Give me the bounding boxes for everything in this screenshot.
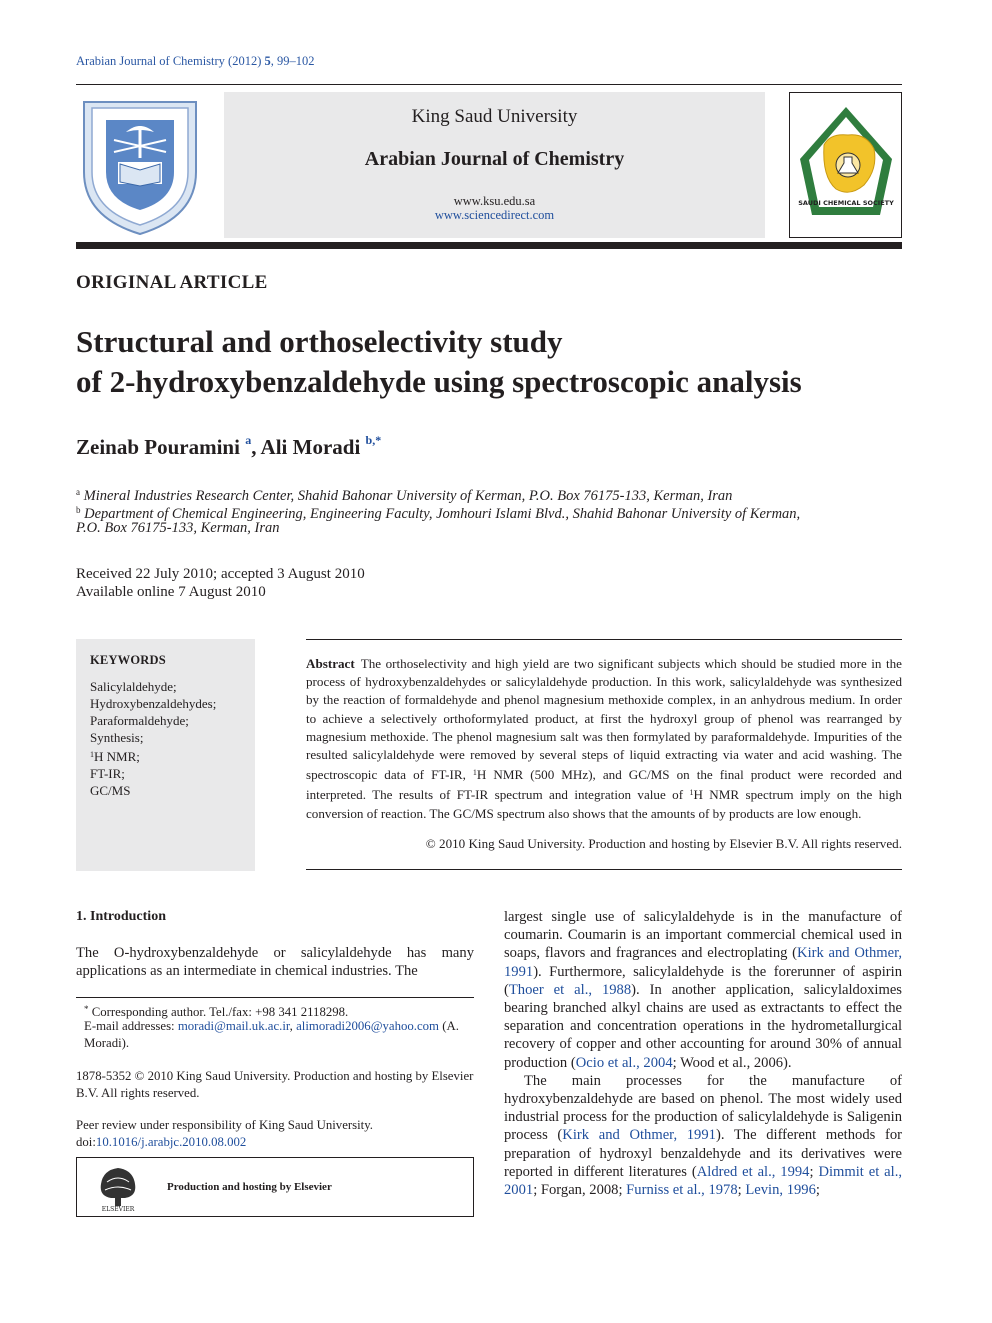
journal-citation[interactable] [76, 54, 315, 69]
ksu-url: www.ksu.edu.sa [453, 194, 536, 208]
abstract-text-3: H NMR spectrum imply on the high conversion of reaction. The GC/MS spectrum also shows that the amounts of by products are low enough. [306, 787, 902, 821]
email-label: E-mail addresses: [84, 1019, 178, 1033]
title-line-2: of 2-hydroxybenzaldehyde using spectroscopic analysis [76, 364, 802, 399]
ref-thoer-1988[interactable]: Thoer et al., 1988 [508, 981, 632, 998]
title-line-1: Structural and orthoselectivity study [76, 324, 563, 359]
ref-ocio-2004[interactable]: Ocio et al., 2004 [575, 1054, 673, 1071]
issn-note: 1878-5352 © 2010 King Saud University. Production and hosting by Elsevier B.V. All rights reserved. [76, 1069, 474, 1100]
elsevier-box [76, 1157, 474, 1217]
affil-b-text-2: P.O. Box 76175-133, Kerman, Iran [76, 520, 280, 536]
doi-label: doi: [76, 1135, 96, 1149]
footnote-rule [76, 997, 474, 998]
author-1: Zeinab Pouramini [76, 435, 240, 459]
article-dates [76, 565, 365, 601]
p1-text-a: largest single use of salicylaldehyde is in the manufacture of coumarin. Coumarin is an important commercial chemical used in soaps, flavors and fragrances and electroplating ( [504, 909, 902, 962]
ref-kirk-1991[interactable]: Kirk and Othmer, 1991 [504, 945, 902, 980]
article-title [76, 322, 896, 402]
ref-kirk-1991-b[interactable]: Kirk and Othmer, 1991 [562, 1127, 716, 1144]
abstract-label: Abstract [306, 656, 355, 671]
received-date: Received 22 July 2010; accepted 3 August 2010 [76, 566, 365, 582]
keywords-heading: KEYWORDS [90, 653, 166, 667]
ref-dimmit-2001[interactable]: Dimmit et al., 2001 [504, 1163, 902, 1199]
intro-paragraph-1 [504, 908, 902, 1072]
saudi-chemical-society-logo [789, 92, 902, 238]
p2-text-c: ; Forgan, 2008; [533, 1182, 627, 1199]
peer-review-note: Peer review under responsibility of King Saud University. [76, 1118, 373, 1132]
intro-right-column [504, 908, 902, 1199]
ref-levin-1996[interactable]: Levin, 1996 [745, 1182, 816, 1199]
ref-separator: ; [815, 1182, 820, 1199]
citation-pages: , 99–102 [270, 54, 315, 68]
section-heading: 1. Introduction [76, 909, 166, 924]
affil-a-marker: a [76, 487, 80, 497]
p1-text-b: ). Furthermore, salicylaldehyde is the forerunner of aspirin ( [504, 963, 902, 998]
abstract-bottom-rule [306, 869, 902, 870]
author-separator: , [251, 435, 261, 459]
ksu-logo [76, 92, 204, 238]
intro-paragraph-2 [504, 1072, 902, 1199]
keyword: GC/MS [90, 783, 131, 798]
nmr-sup: 1 [90, 750, 94, 759]
corr-text: Corresponding author. Tel./fax: +98 341 2118298. [91, 1005, 349, 1019]
affil-b-marker: b [76, 505, 81, 515]
affil-b-text-1: Department of Chemical Engineering, Engineering Faculty, Jomhouri Islami Blvd., Shahid Bahonar University of Kerman, [84, 506, 801, 522]
author-1-affil-link[interactable]: a [245, 433, 252, 447]
available-date: Available online 7 August 2010 [76, 584, 266, 600]
keyword: Paraformaldehyde; [90, 713, 189, 728]
author-2-affil-link[interactable]: b,* [365, 433, 382, 447]
elsevier-production-text: Production and hosting by Elsevier [167, 1181, 332, 1193]
abstract-text-2: H NMR (500 MHz), and GC/MS on the final product were recorded and interpreted. The results of FT-IR spectrum and integration value of [306, 767, 902, 803]
abstract-copyright: © 2010 King Saud University. Production and hosting by Elsevier B.V. All rights reserved. [425, 836, 902, 851]
abstract-top-rule [306, 639, 902, 640]
abstract-sup-1: 1 [472, 768, 477, 778]
email-link-2[interactable]: alimoradi2006@yahoo.com [296, 1019, 439, 1033]
header-rule [76, 84, 902, 85]
citation-volume: 5 [264, 54, 271, 68]
author-2: Ali Moradi [260, 435, 361, 459]
p2-text-b: ). The different methods for preparation of hydroxyl benzaldehyde and its derivatives were reported in different literatures ( [504, 1127, 902, 1180]
keyword: Salicylaldehyde; [90, 679, 177, 694]
doi-link[interactable]: 10.1016/j.arabjc.2010.08.002 [95, 1135, 247, 1149]
affiliation-b-cont [76, 519, 280, 537]
ref-separator: ; [809, 1163, 819, 1180]
email-link-1[interactable]: moradi@mail.uk.ac.ir [177, 1019, 290, 1033]
doi-note [76, 1134, 474, 1151]
sciencedirect-link[interactable]: www.sciencedirect.com [434, 208, 555, 222]
keyword: Synthesis; [90, 730, 144, 745]
ref-furniss-1978[interactable]: Furniss et al., 1978 [626, 1182, 738, 1199]
intro-paragraph: The O-hydroxybenzaldehyde or salicylaldehyde has many applications as an intermediate in chemical industries. The [76, 945, 474, 980]
keyword: FT-IR; [90, 766, 125, 781]
header-thick-rule [76, 242, 902, 249]
logo-text: SAUDI CHEMICAL SOCIETY [798, 199, 894, 207]
elsevier-tree-logo [95, 1164, 141, 1212]
intro-left-column [76, 944, 474, 980]
keyword: Hydroxybenzaldehydes; [90, 696, 217, 711]
p1-text-d: ; Wood et al., 2006). [672, 1054, 792, 1071]
abstract [306, 655, 902, 823]
citation-prefix: Arabian Journal of Chemistry (2012) [76, 54, 262, 68]
keyword-nmr [90, 746, 241, 765]
email-note [76, 1018, 474, 1051]
university-name: King Saud University [411, 106, 578, 127]
author-list [76, 433, 381, 460]
p2-text-a: The main processes for the manufacture of hydroxybenzaldehyde are based on phenol. The most widely used industrial process for the production of salicylaldehyde is Saligenin process ( [504, 1072, 902, 1144]
p1-text-c: ). In another application, salicylaldoximes bearing branched alkyl chains are used as extractants to effect the separation and concentration operations in the hydrometallurgical recovery of copper and other accounting for around 30% of annual production ( [504, 981, 902, 1071]
affil-a-text: Mineral Industries Research Center, Shahid Bahonar University of Kerman, P.O. Box 76175-133, Kerman, Iran [83, 488, 733, 504]
abstract-sup-2: 1 [689, 788, 694, 798]
abstract-text-1: The orthoselectivity and high yield are two significant subjects which should be studied more in the process of hydroxybenzaldehydes or salicylaldehyde production. In this work, salicylaldehyde was synthesized by the reaction of formaldehyde and phenol magnesium methoxide complex, in an anhydrous medium. In order to achieve a selectively orthoformylated product, at first the hydroxyl group of phenol was rearranged by magnesium methoxide. The phenol magnesium salt was then formylated by paraformaldehyde. Impurities of the resulted salicylaldehyde were removed by several steps of liquid extracting via water and acid washing. The spectroscopic data of FT-IR, [306, 656, 902, 783]
corr-marker: * [84, 1004, 89, 1014]
article-type: ORIGINAL ARTICLE [76, 272, 268, 293]
journal-banner [224, 92, 765, 238]
email-separator: , [289, 1019, 297, 1033]
elsevier-wordmark: ELSEVIER [101, 1206, 135, 1212]
ref-separator: ; [737, 1182, 746, 1199]
journal-name: Arabian Journal of Chemistry [364, 148, 625, 170]
keywords-box [76, 639, 255, 871]
email-tail: (A. Moradi). [84, 1019, 459, 1050]
ref-aldred-1994[interactable]: Aldred et al., 1994 [696, 1163, 810, 1180]
nmr-text: H NMR; [94, 749, 140, 764]
